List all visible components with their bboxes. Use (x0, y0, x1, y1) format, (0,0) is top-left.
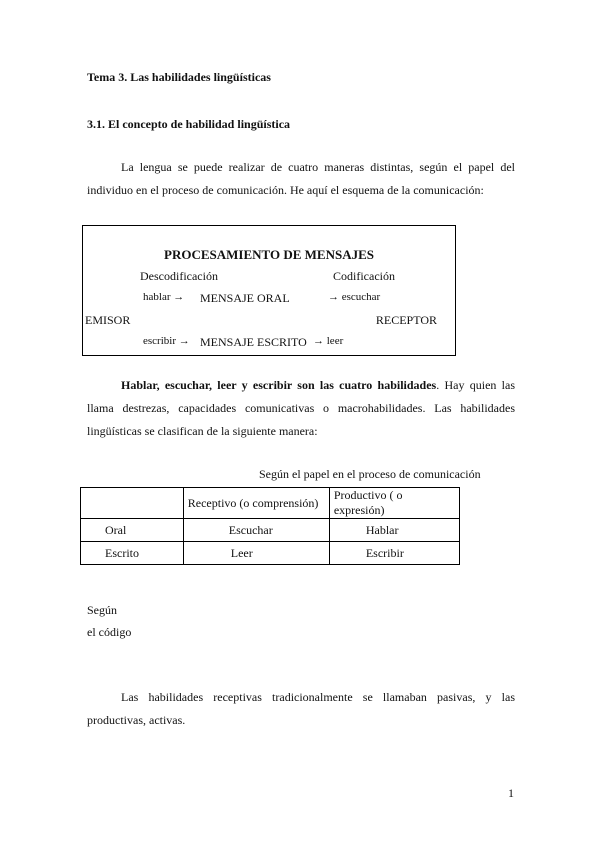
communication-diagram (82, 225, 456, 356)
table-cell: Escrito (81, 542, 184, 565)
diagram-decoding-label: Descodificación (140, 269, 218, 283)
intro-paragraph (87, 156, 515, 202)
diagram-encoding-label: Codificación (333, 269, 395, 283)
table-cell: Escribir (329, 542, 459, 565)
diagram-receiver: RECEPTOR (375, 313, 437, 327)
skills-paragraph (87, 374, 515, 443)
skills-bold-text: Hablar, escuchar, leer y escribir son las cuatro habilidades (121, 378, 437, 392)
passive-line-1: Las habilidades receptivas tradicionalmente se llamaban pasivas, y las (121, 690, 515, 704)
diagram-written-message: MENSAJE ESCRITO (200, 335, 307, 349)
passive-line-2: productivas, activas. (87, 713, 186, 727)
table-cell: Oral (81, 519, 184, 542)
code-label-line-2: el código (87, 625, 132, 639)
skills-line-1 (87, 374, 515, 397)
skills-line-3: lingüísticas se clasifican de la siguiente manera: (87, 424, 318, 438)
subsection-heading: 3.1. El concepto de habilidad lingüística (87, 117, 291, 131)
table-caption: Según el papel en el proceso de comunicación (259, 467, 481, 481)
code-label-line-1: Según (87, 603, 117, 617)
diagram-listen-arrow: → escuchar (328, 291, 381, 303)
diagram-title: PROCESAMIENTO DE MENSAJES (164, 247, 374, 262)
table-row (81, 519, 460, 542)
diagram-emitter: EMISOR (85, 313, 131, 327)
page-number: 1 (508, 786, 514, 800)
skills-line-2: llama destrezas, capacidades comunicativas o macrohabilidades. Las habilidades (87, 401, 515, 415)
diagram-write-arrow: escribir → (143, 335, 190, 347)
intro-line-2: individuo en el proceso de comunicación. He aquí el esquema de la comunicación: (87, 183, 484, 197)
skills-table (80, 487, 460, 565)
table-cell: Escuchar (183, 519, 329, 542)
table-row (81, 542, 460, 565)
table-header-cell (81, 488, 184, 519)
table-header-row (81, 488, 460, 519)
intro-line-1: La lengua se puede realizar de cuatro maneras distintas, según el papel del (121, 160, 515, 174)
diagram-read-arrow: → leer (313, 335, 344, 347)
passive-active-paragraph (87, 686, 515, 732)
table-cell: Hablar (329, 519, 459, 542)
table-cell: Leer (183, 542, 329, 565)
diagram-oral-message: MENSAJE ORAL (200, 291, 290, 305)
skills-line-1-rest: . Hay quien las (436, 378, 516, 392)
table-header-cell: Productivo ( o expresión) (329, 488, 459, 519)
section-heading: Tema 3. Las habilidades lingüísticas (87, 70, 271, 84)
table-header-cell: Receptivo (o comprensión) (183, 488, 329, 519)
diagram-speak-arrow: hablar → (143, 291, 185, 303)
